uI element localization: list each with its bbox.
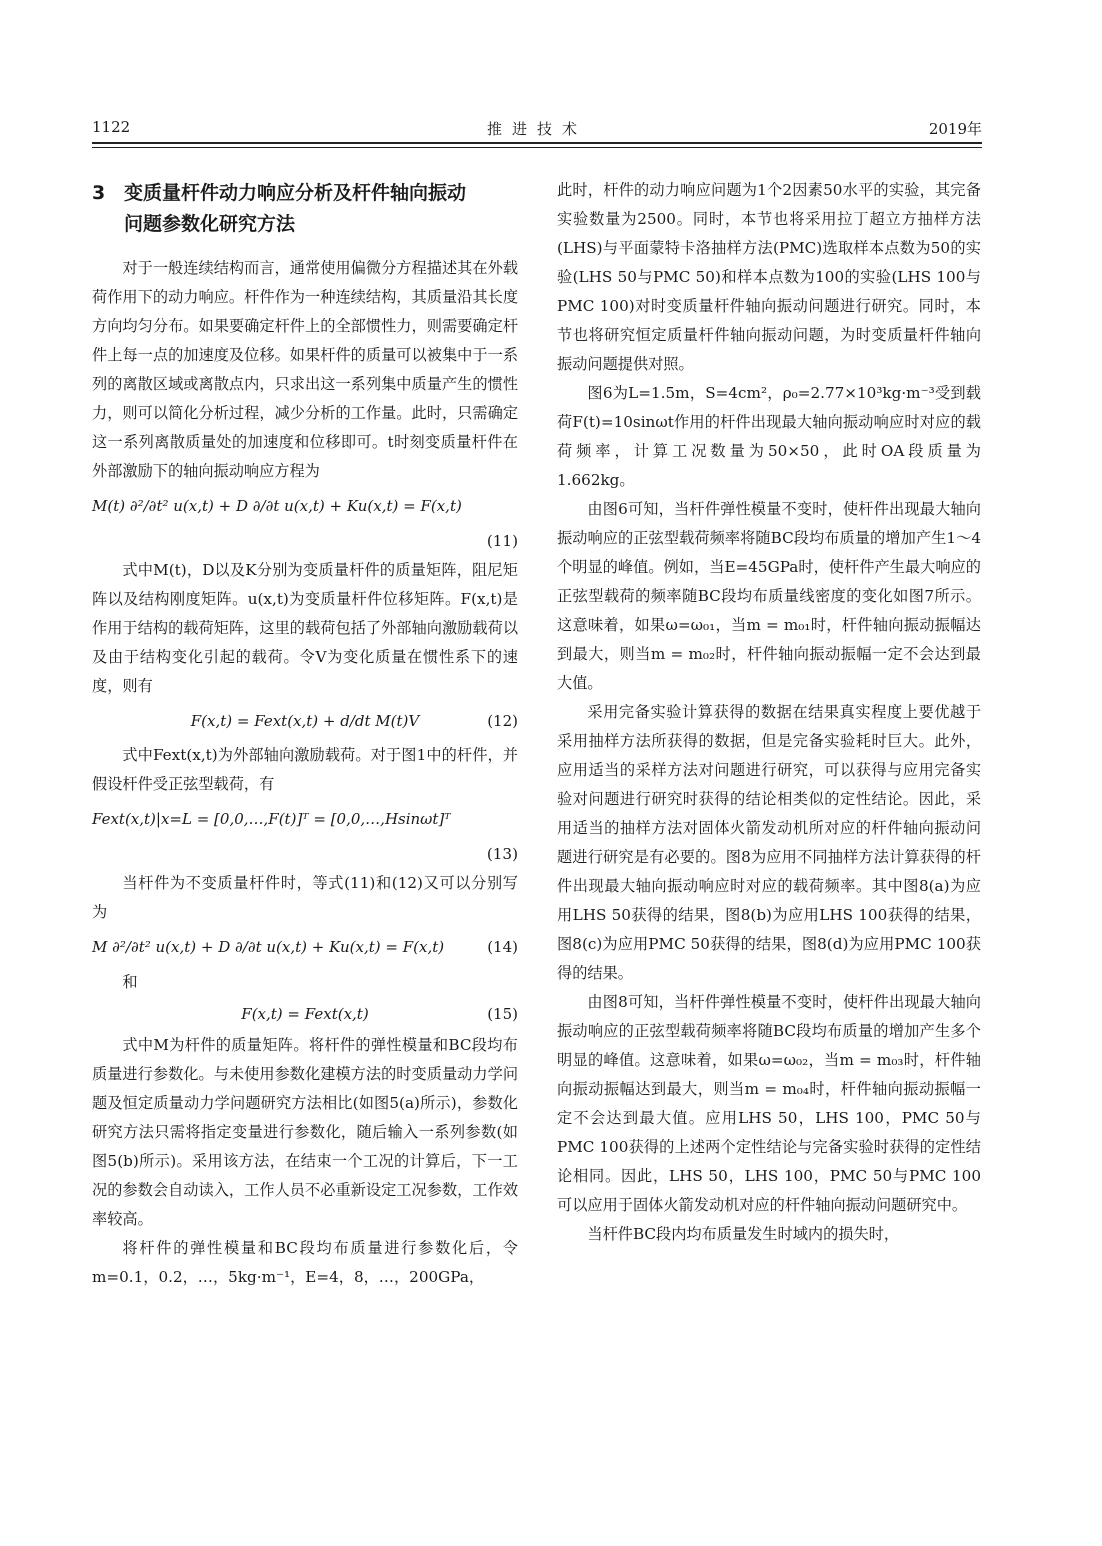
section-heading: [92, 178, 518, 240]
equation-number: (14): [487, 938, 518, 956]
equation-number: (12): [487, 712, 518, 730]
equation-body: M ∂²/∂t² u(x,t) + D ∂/∂t u(x,t) + Ku(x,t) = F(x,t): [92, 938, 445, 956]
page-number: 1122: [92, 118, 131, 136]
equation-12: [92, 701, 518, 741]
equation-body: Fext(x,t)|x=L = [0,0,…,F(t)]ᵀ = [0,0,…,Hsinωt]ᵀ: [92, 810, 451, 828]
equation-body: M(t) ∂²/∂t² u(x,t) + D ∂/∂t u(x,t) + Ku(x,t) = F(x,t): [92, 497, 462, 515]
conjunction: 和: [122, 973, 138, 991]
equation-number: (11): [486, 532, 518, 550]
equation-14: [92, 927, 518, 967]
paragraph: 式中M(t)，D以及K分别为变质量杆件的质量矩阵，阻尼矩阵以及结构刚度矩阵。u(x,t)为变质量杆件位移矩阵。F(x,t)是作用于结构的载荷矩阵，这里的载荷包括了外部轴向激励载荷以及由于结构变化引起的载荷。令V为变化质量在惯性系下的速度，则有: [92, 561, 518, 695]
paragraph: 式中M为杆件的质量矩阵。将杆件的弹性模量和BC段均布质量进行参数化。与未使用参数化建模方法的时变质量动力学问题及恒定质量动力学问题研究方法相比(如图5(a)所示)，参数化研究方法只需将指定变量进行参数化，随后输入一系列参数(如图5(b)所示)。采用该方法，在结束一个工况的计算后，下一工况的参数会自动读入，工作人员不必重新设定工况参数，工作效率较高。: [92, 1036, 518, 1228]
equation-15: [92, 997, 518, 1031]
equation-number: (15): [487, 1005, 518, 1023]
paragraph: 将杆件的弹性模量和BC段均布质量进行参数化后，令m=0.1，0.2，…，5kg·m⁻¹，E=4，8，…，200GPa，: [92, 1239, 518, 1286]
paragraph: 式中Fext(x,t)为外部轴向激励载荷。对于图1中的杆件，并假设杆件受正弦型载荷，有: [92, 746, 518, 793]
journal-name: 推进技术: [486, 120, 587, 138]
paragraph: 对于一般连续结构而言，通常使用偏微分方程描述其在外载荷作用下的动力响应。杆件作为一种连续结构，其质量沿其长度方向均匀分布。如果要确定杆件上的全部惯性力，则需要确定杆件上每一点的加速度及位移。如果杆件的质量可以被集中于一系列的离散区域或离散点内，只求出这一系列集中质量产生的惯性力，则可以简化分析过程，减少分析的工作量。此时，只需确定这一系列离散质量处的加速度和位移即可。t时刻变质量杆件在外部激励下的轴向振动响应方程为: [92, 259, 518, 480]
paragraph: 当杆件为不变质量杆件时，等式(11)和(12)又可以分别写为: [92, 874, 518, 921]
equation-body: F(x,t) = Fext(x,t) + d/dt M(t)V: [190, 712, 420, 730]
paragraph: 此时，杆件的动力响应问题为1个2因素50水平的实验，其完备实验数量为2500。同时，本节也将采用拉丁超立方抽样方法(LHS)与平面蒙特卡洛抽样方法(PMC)选取样本点数为50的实验(LHS 50与PMC 50)和样本点数为100的实验(LHS 100与PMC 100)对时变质量杆件轴向振动问题进行研究。同时，本节也将研究恒定质量杆件轴向振动问题，为时变质量杆件轴向振动问题提供对照。: [557, 181, 981, 373]
running-header: [92, 118, 982, 140]
equation-11: [92, 486, 518, 526]
equation-number: (13): [486, 845, 518, 863]
right-column: [557, 176, 981, 1249]
section-title-line2: 问题参数化研究方法: [124, 213, 296, 235]
left-column: [92, 176, 518, 1292]
paragraph: 由图6可知，当杆件弹性模量不变时，使杆件出现最大轴向振动响应的正弦型载荷频率将随BC段均布质量的增加产生1～4个明显的峰值。例如，当E=45GPa时，使杆件产生最大响应的正弦型载荷的频率随BC段均布质量线密度的变化如图7所示。这意味着，如果ω=ω₀₁，当m = m₀₁时，杆件轴向振动振幅达到最大，则当m = m₀₂时，杆件轴向振动振幅一定不会达到最大值。: [557, 500, 981, 692]
header-rule-thin: [92, 147, 982, 148]
header-rule-thick: [92, 142, 982, 144]
section-title-line1: 变质量杆件动力响应分析及杆件轴向振动: [124, 182, 467, 204]
section-number: 3: [92, 182, 106, 204]
publication-year: 2019年: [928, 120, 982, 138]
equation-13: [92, 799, 518, 839]
paragraph: 图6为L=1.5m，S=4cm²，ρ₀=2.77×10³kg·m⁻³受到载荷F(t)=10sinωt作用的杆件出现最大轴向振动响应时对应的载荷频率，计算工况数量为50×50，此时OA段质量为1.662kg。: [557, 384, 981, 489]
paragraph: 当杆件BC段内均布质量发生时域内的损失时，: [587, 1225, 900, 1243]
paragraph: 由图8可知，当杆件弹性模量不变时，使杆件出现最大轴向振动响应的正弦型载荷频率将随BC段均布质量的增加产生多个明显的峰值。这意味着，如果ω=ω₀₂，当m = m₀₃时，杆件轴向振动振幅达到最大，则当m = m₀₄时，杆件轴向振动振幅一定不会达到最大值。应用LHS 50，LHS 100，PMC 50与PMC 100获得的上述两个定性结论与完备实验时获得的定性结论相同。因此，LHS 50，LHS 100，PMC 50与PMC 100可以应用于固体火箭发动机对应的杆件轴向振动问题研究中。: [557, 993, 982, 1214]
equation-body: F(x,t) = Fext(x,t): [241, 1005, 369, 1023]
paragraph: 采用完备实验计算获得的数据在结果真实程度上要优越于采用抽样方法所获得的数据，但是完备实验耗时巨大。此外，应用适当的采样方法对问题进行研究，可以获得与应用完备实验对问题进行研究时获得的结论相类似的定性结论。因此，采用适当的抽样方法对固体火箭发动机所对应的杆件轴向振动问题进行研究是有必要的。图8为应用不同抽样方法计算获得的杆件出现最大轴向振动响应时对应的载荷频率。其中图8(a)为应用LHS 50获得的结果，图8(b)为应用LHS 100获得的结果，图8(c)为应用PMC 50获得的结果，图8(d)为应用PMC 100获得的结果。: [557, 703, 981, 982]
